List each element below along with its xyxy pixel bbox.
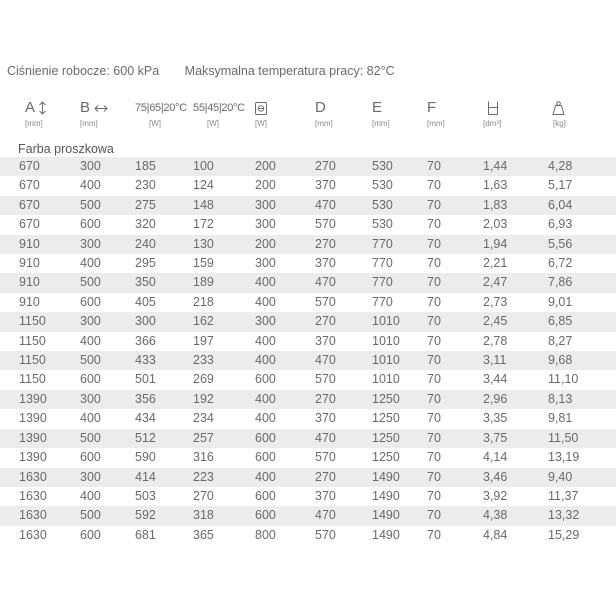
table-cell: 1490 (372, 468, 427, 487)
table-cell: 2,21 (483, 256, 508, 271)
table-cell: 1010 (372, 333, 400, 348)
header-d: D [mm] (315, 99, 333, 128)
table-cell: 500 (80, 506, 135, 525)
table-cell: 600 (255, 506, 315, 525)
table-cell: 1390 (19, 411, 47, 426)
table-cell: 1010 (372, 312, 427, 331)
table-cell: 300 (255, 312, 315, 331)
table-cell: 1390 (0, 390, 80, 409)
table-cell: 910 (0, 273, 80, 292)
table-cell: 70 (427, 333, 441, 348)
table-cell: 570 (315, 294, 336, 309)
table-cell: 770 (372, 235, 427, 254)
table-cell: 9,01 (548, 294, 573, 309)
table-cell: 1,44 (483, 157, 548, 176)
table-cell: 300 (80, 157, 135, 176)
table-row (0, 370, 616, 389)
table-cell: 270 (315, 468, 372, 487)
table-cell: 300 (80, 235, 135, 254)
table-cell: 148 (193, 196, 255, 215)
table-cell: 433 (135, 351, 193, 370)
table-cell: 3,75 (483, 429, 548, 448)
table-row (0, 487, 616, 506)
table-cell: 223 (193, 468, 255, 487)
table-cell: 592 (135, 506, 193, 525)
table-cell: 200 (255, 178, 276, 193)
table-cell: 70 (427, 312, 483, 331)
table-cell: 295 (135, 256, 156, 271)
table-row (0, 390, 616, 409)
table-cell: 910 (19, 256, 40, 271)
table-cell: 5,17 (548, 178, 573, 193)
table-cell: 400 (80, 256, 101, 271)
table-cell: 70 (427, 372, 441, 387)
table-cell: 159 (193, 256, 214, 271)
table-cell: 8,27 (548, 333, 573, 348)
table-cell: 600 (255, 488, 276, 503)
table-cell: 270 (193, 488, 214, 503)
table-cell: 300 (80, 468, 135, 487)
table-cell: 500 (80, 196, 135, 215)
table-cell: 400 (255, 273, 315, 292)
table-cell: 2,73 (483, 294, 508, 309)
table-cell: 370 (315, 256, 336, 271)
table-cell: 600 (80, 294, 101, 309)
table-cell: 7,86 (548, 273, 616, 292)
table-cell: 200 (255, 235, 315, 254)
table-cell: 130 (193, 235, 255, 254)
table-cell: 4,28 (548, 157, 616, 176)
table-cell: 70 (427, 429, 483, 448)
table-cell: 600 (80, 527, 101, 542)
table-cell: 500 (80, 429, 135, 448)
header-electric-heater: [W] (255, 98, 315, 138)
table-cell: 405 (135, 294, 156, 309)
table-row (0, 157, 616, 176)
table-cell: 70 (427, 488, 441, 503)
working-pressure-text: Ciśnienie robocze: 600 kPa (7, 64, 160, 78)
table-cell: 400 (255, 390, 315, 409)
table-row (0, 448, 616, 467)
table-row (0, 526, 616, 545)
table-cell: 162 (193, 312, 255, 331)
table-cell: 365 (193, 527, 214, 542)
table-cell: 770 (372, 273, 427, 292)
info-line (7, 64, 395, 78)
table-cell: 1630 (19, 527, 47, 542)
table-cell: 470 (315, 273, 372, 292)
table-cell: 192 (193, 390, 255, 409)
table-cell: 189 (193, 273, 255, 292)
table-cell: 356 (135, 390, 193, 409)
table-cell: 197 (193, 333, 214, 348)
header-b: B [mm] (80, 98, 135, 138)
table-cell: 70 (427, 178, 441, 193)
table-row (0, 176, 616, 195)
header-f: F [mm] (427, 99, 445, 128)
table-cell: 1250 (372, 390, 427, 409)
table-cell: 3,46 (483, 468, 548, 487)
radiator-spec-table (0, 98, 616, 545)
table-cell: 1390 (19, 450, 47, 465)
header-water-volume: [dm³] (483, 98, 548, 138)
table-cell: 4,38 (483, 506, 548, 525)
table-row (0, 312, 616, 331)
table-cell: 316 (193, 450, 214, 465)
table-cell: 13,19 (548, 450, 580, 465)
table-cell: 400 (80, 488, 101, 503)
table-cell: 6,04 (548, 196, 616, 215)
table-cell: 70 (427, 217, 441, 232)
table-cell: 366 (135, 333, 156, 348)
table-cell: 1490 (372, 506, 427, 525)
table-cell: 70 (427, 351, 483, 370)
table-cell: 910 (0, 235, 80, 254)
water-volume-icon (487, 101, 499, 115)
table-cell: 275 (135, 196, 193, 215)
table-cell: 257 (193, 429, 255, 448)
table-row (0, 429, 616, 448)
table-cell: 400 (255, 333, 276, 348)
table-cell: 910 (19, 294, 40, 309)
table-row (0, 293, 616, 312)
table-row (0, 254, 616, 273)
table-cell: 2,45 (483, 312, 548, 331)
table-cell: 400 (255, 294, 276, 309)
table-cell: 400 (80, 333, 101, 348)
table-cell: 670 (0, 196, 80, 215)
table-cell: 1250 (372, 450, 400, 465)
header-weight: [kg] (548, 98, 616, 138)
table-cell: 400 (80, 178, 101, 193)
table-cell: 13,32 (548, 506, 616, 525)
table-cell: 70 (427, 196, 483, 215)
table-cell: 570 (315, 527, 336, 542)
table-cell: 233 (193, 351, 255, 370)
table-cell: 172 (193, 217, 214, 232)
table-cell: 230 (135, 178, 156, 193)
table-cell: 1,83 (483, 196, 548, 215)
table-cell: 300 (80, 390, 135, 409)
table-cell: 530 (372, 217, 393, 232)
table-row (0, 273, 616, 292)
table-cell: 1390 (0, 429, 80, 448)
table-row (0, 506, 616, 525)
table-cell: 470 (315, 351, 372, 370)
table-cell: 2,47 (483, 273, 548, 292)
group-label: Farba proszkowa (18, 142, 114, 156)
max-temperature-text: Maksymalna temperatura pracy: 82°C (184, 64, 395, 78)
table-cell: 570 (315, 217, 336, 232)
table-cell: 3,35 (483, 411, 508, 426)
table-cell: 70 (427, 468, 483, 487)
table-cell: 124 (193, 178, 214, 193)
table-cell: 2,78 (483, 333, 508, 348)
table-cell: 3,92 (483, 488, 508, 503)
table-cell: 1630 (0, 506, 80, 525)
table-row (0, 215, 616, 234)
table-cell: 470 (315, 196, 372, 215)
table-cell: 70 (427, 527, 441, 542)
table-cell: 4,84 (483, 527, 508, 542)
table-cell: 1250 (372, 429, 427, 448)
table-cell: 370 (315, 178, 336, 193)
header-power-75: 75|65|20°C [W] (135, 102, 187, 128)
table-cell: 1,94 (483, 235, 548, 254)
table-cell: 530 (372, 157, 427, 176)
table-cell: 600 (80, 217, 101, 232)
table-cell: 1150 (19, 333, 46, 348)
table-cell: 1,63 (483, 178, 508, 193)
header-a: A [mm] (0, 98, 80, 138)
table-cell: 9,40 (548, 468, 616, 487)
table-cell: 4,14 (483, 450, 508, 465)
table-row (0, 332, 616, 351)
table-cell: 6,72 (548, 256, 573, 271)
vertical-arrow-icon (38, 101, 47, 115)
table-cell: 670 (0, 157, 80, 176)
table-cell: 600 (80, 450, 101, 465)
table-cell: 11,10 (548, 372, 579, 387)
table-cell: 300 (255, 217, 276, 232)
table-row (0, 409, 616, 428)
table-cell: 320 (135, 217, 156, 232)
electric-heater-icon (255, 102, 267, 115)
table-cell: 70 (427, 273, 483, 292)
table-cell: 400 (255, 411, 276, 426)
table-header-row (0, 98, 616, 138)
table-cell: 370 (315, 411, 336, 426)
table-cell: 270 (315, 235, 372, 254)
header-power-55: 55|45|20°C [W] (193, 102, 245, 128)
table-cell: 530 (372, 178, 393, 193)
table-row (0, 235, 616, 254)
table-cell: 600 (255, 450, 276, 465)
table-cell: 185 (135, 157, 193, 176)
table-cell: 6,85 (548, 312, 616, 331)
table-cell: 501 (135, 372, 156, 387)
table-cell: 600 (255, 429, 315, 448)
table-cell: 1490 (372, 488, 400, 503)
header-e: E [mm] (372, 99, 390, 128)
table-cell: 1010 (372, 372, 400, 387)
table-cell: 400 (80, 411, 101, 426)
table-cell: 570 (315, 450, 336, 465)
table-cell: 5,56 (548, 235, 616, 254)
table-row (0, 196, 616, 215)
table-cell: 370 (315, 488, 336, 503)
table-cell: 503 (135, 488, 156, 503)
table-cell: 530 (372, 196, 427, 215)
table-cell: 512 (135, 429, 193, 448)
table-cell: 3,44 (483, 372, 508, 387)
table-row (0, 468, 616, 487)
table-cell: 270 (315, 390, 372, 409)
weight-icon (552, 101, 565, 115)
table-cell: 100 (193, 157, 255, 176)
table-cell: 1150 (0, 312, 80, 331)
table-cell: 70 (427, 390, 483, 409)
table-cell: 1010 (372, 351, 427, 370)
table-cell: 300 (80, 312, 135, 331)
table-cell: 70 (427, 506, 483, 525)
table-cell: 600 (255, 372, 276, 387)
table-cell: 670 (19, 178, 40, 193)
table-cell: 570 (315, 372, 336, 387)
table-cell: 240 (135, 235, 193, 254)
table-cell: 500 (80, 351, 135, 370)
table-cell: 770 (372, 256, 393, 271)
table-cell: 434 (135, 411, 156, 426)
table-cell: 270 (315, 312, 372, 331)
table-cell: 681 (135, 527, 156, 542)
table-cell: 70 (427, 157, 483, 176)
table-cell: 300 (135, 312, 193, 331)
table-cell: 670 (19, 217, 40, 232)
table-cell: 269 (193, 372, 214, 387)
table-cell: 500 (80, 273, 135, 292)
table-cell: 600 (80, 372, 101, 387)
table-cell: 70 (427, 235, 483, 254)
table-cell: 590 (135, 450, 156, 465)
table-cell: 1150 (19, 372, 46, 387)
table-cell: 370 (315, 333, 336, 348)
table-cell: 11,37 (548, 488, 579, 503)
table-cell: 270 (315, 157, 372, 176)
table-cell: 70 (427, 411, 441, 426)
table-cell: 2,96 (483, 390, 548, 409)
table-cell: 400 (255, 351, 315, 370)
table-cell: 1490 (372, 527, 400, 542)
table-row (0, 351, 616, 370)
table-cell: 200 (255, 157, 315, 176)
table-cell: 414 (135, 468, 193, 487)
table-cell: 1630 (19, 488, 47, 503)
table-cell: 300 (255, 256, 276, 271)
table-cell: 234 (193, 411, 214, 426)
table-cell: 770 (372, 294, 393, 309)
table-cell: 1150 (0, 351, 80, 370)
group-row (0, 138, 616, 157)
table-cell: 70 (427, 450, 441, 465)
horizontal-arrow-icon (94, 104, 108, 113)
table-cell: 1630 (0, 468, 80, 487)
table-cell: 8,13 (548, 390, 616, 409)
table-cell: 9,68 (548, 351, 616, 370)
table-cell: 3,11 (483, 351, 548, 370)
table-cell: 218 (193, 294, 214, 309)
table-cell: 6,93 (548, 217, 573, 232)
table-cell: 70 (427, 256, 441, 271)
table-cell: 470 (315, 429, 372, 448)
table-cell: 400 (255, 468, 315, 487)
table-cell: 800 (255, 527, 276, 542)
table-cell: 15,29 (548, 527, 580, 542)
table-cell: 1250 (372, 411, 400, 426)
table-cell: 70 (427, 294, 441, 309)
table-cell: 470 (315, 506, 372, 525)
table-cell: 318 (193, 506, 255, 525)
table-cell: 9,81 (548, 411, 573, 426)
table-cell: 300 (255, 196, 315, 215)
table-cell: 350 (135, 273, 193, 292)
table-cell: 2,03 (483, 217, 508, 232)
table-cell: 11,50 (548, 429, 616, 448)
